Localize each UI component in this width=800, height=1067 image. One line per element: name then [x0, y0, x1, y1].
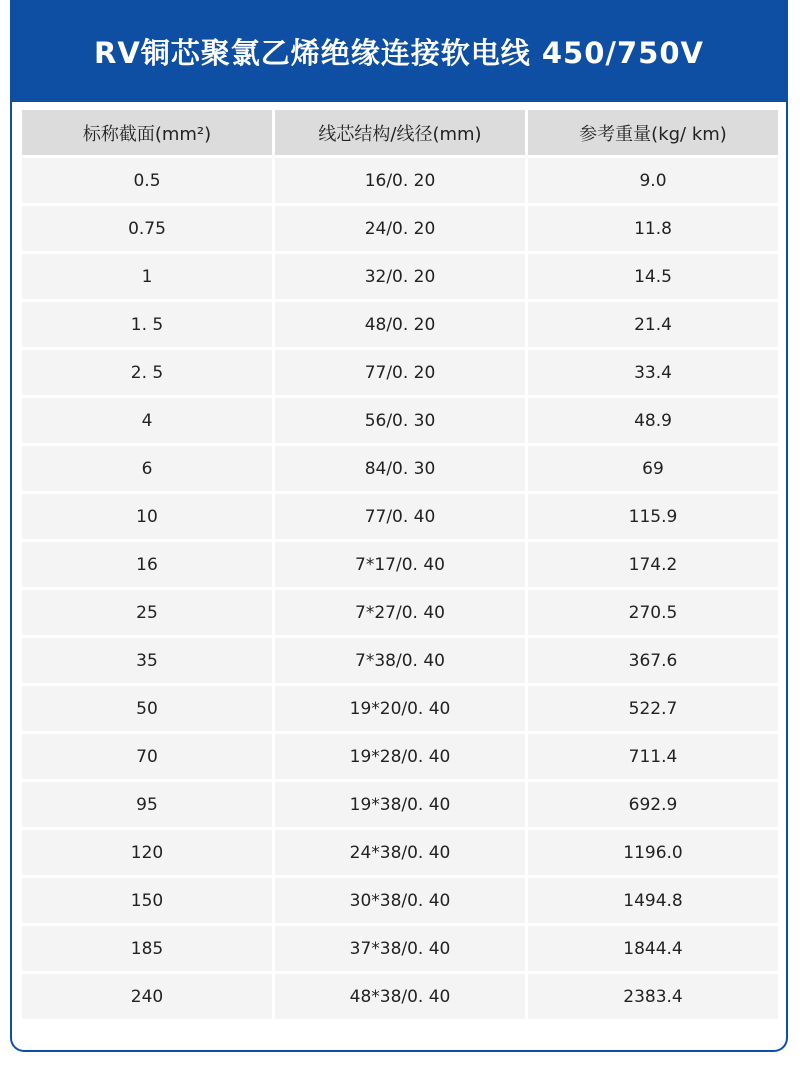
cell-structure: 7*17/0. 40: [275, 542, 525, 587]
column-header-cross-section: 标称截面(mm²): [22, 110, 272, 155]
cell-cross-section: 1: [22, 254, 272, 299]
cell-weight: 174.2: [528, 542, 778, 587]
cell-weight: 522.7: [528, 686, 778, 731]
cell-weight: 692.9: [528, 782, 778, 827]
cell-structure: 77/0. 40: [275, 494, 525, 539]
cell-structure: 24/0. 20: [275, 206, 525, 251]
cell-weight: 1494.8: [528, 878, 778, 923]
cell-cross-section: 70: [22, 734, 272, 779]
cell-cross-section: 95: [22, 782, 272, 827]
cell-cross-section: 6: [22, 446, 272, 491]
cell-cross-section: 4: [22, 398, 272, 443]
cell-structure: 77/0. 20: [275, 350, 525, 395]
cell-weight: 33.4: [528, 350, 778, 395]
cell-weight: 711.4: [528, 734, 778, 779]
cell-structure: 48/0. 20: [275, 302, 525, 347]
cell-structure: 30*38/0. 40: [275, 878, 525, 923]
cell-cross-section: 185: [22, 926, 272, 971]
cell-weight: 69: [528, 446, 778, 491]
cell-weight: 1196.0: [528, 830, 778, 875]
cell-cross-section: 120: [22, 830, 272, 875]
cell-structure: 24*38/0. 40: [275, 830, 525, 875]
cell-structure: 16/0. 20: [275, 158, 525, 203]
cell-cross-section: 1. 5: [22, 302, 272, 347]
cell-weight: 21.4: [528, 302, 778, 347]
page-title: RV铜芯聚氯乙烯绝缘连接软电线 450/750V: [94, 35, 704, 70]
cell-cross-section: 35: [22, 638, 272, 683]
title-banner: [10, 0, 788, 102]
cell-cross-section: 2. 5: [22, 350, 272, 395]
cell-weight: 14.5: [528, 254, 778, 299]
cell-cross-section: 0.75: [22, 206, 272, 251]
cell-weight: 367.6: [528, 638, 778, 683]
cell-cross-section: 25: [22, 590, 272, 635]
cell-cross-section: 16: [22, 542, 272, 587]
cell-weight: 11.8: [528, 206, 778, 251]
cell-cross-section: 10: [22, 494, 272, 539]
cell-weight: 2383.4: [528, 974, 778, 1019]
cell-structure: 7*38/0. 40: [275, 638, 525, 683]
column-header-weight: 参考重量(kg/ km): [528, 110, 778, 155]
cell-weight: 48.9: [528, 398, 778, 443]
cell-structure: 84/0. 30: [275, 446, 525, 491]
cell-weight: 9.0: [528, 158, 778, 203]
cell-cross-section: 150: [22, 878, 272, 923]
cell-weight: 1844.4: [528, 926, 778, 971]
cell-weight: 270.5: [528, 590, 778, 635]
cell-weight: 115.9: [528, 494, 778, 539]
cell-cross-section: 0.5: [22, 158, 272, 203]
column-header-structure: 线芯结构/线径(mm): [275, 110, 525, 155]
cell-structure: 56/0. 30: [275, 398, 525, 443]
cell-structure: 19*38/0. 40: [275, 782, 525, 827]
cell-structure: 48*38/0. 40: [275, 974, 525, 1019]
cell-structure: 19*28/0. 40: [275, 734, 525, 779]
cell-structure: 7*27/0. 40: [275, 590, 525, 635]
cell-cross-section: 50: [22, 686, 272, 731]
cell-structure: 32/0. 20: [275, 254, 525, 299]
cell-structure: 37*38/0. 40: [275, 926, 525, 971]
spec-table: [22, 110, 778, 1019]
cell-structure: 19*20/0. 40: [275, 686, 525, 731]
cell-cross-section: 240: [22, 974, 272, 1019]
